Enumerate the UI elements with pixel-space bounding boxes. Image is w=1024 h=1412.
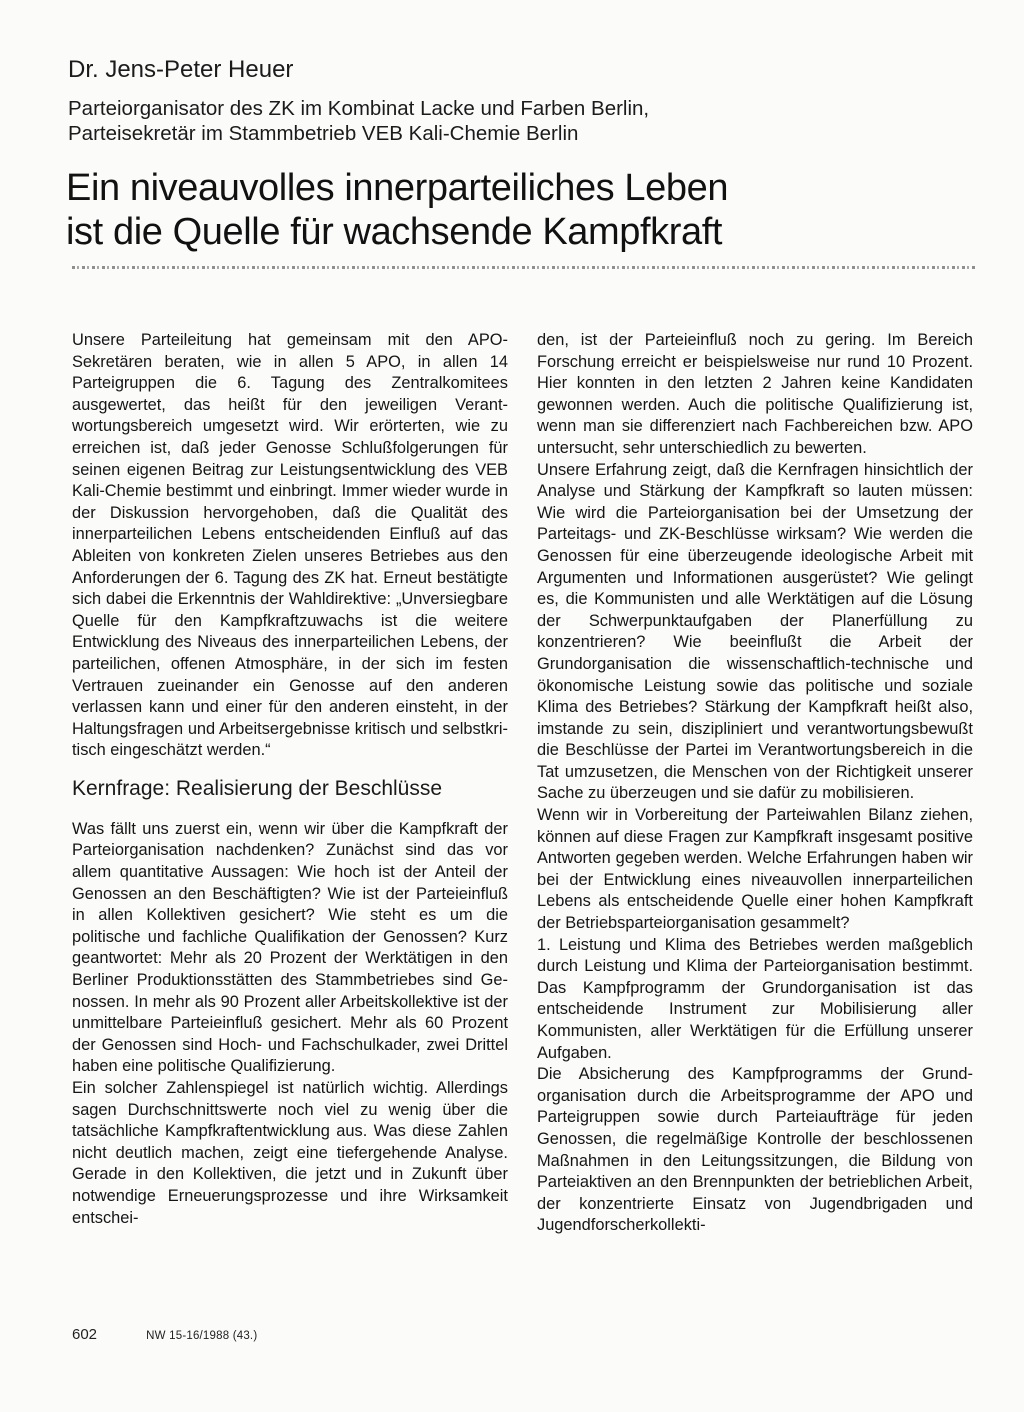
left-paragraph-3: Ein solcher Zahlenspiegel ist natürlich wichtig. Allerdings sagen Durchschnittswerte noch viel zu wenig über die tatsächliche Kampfkraftentwicklung aus. Was diese Zahlen nicht deutlich machen, zeigt eine tiefergehende Analyse. Gerade in den Kollektiven, die jetzt und in Zukunft über notwendige Erneuerungsprozesse und ihre Wirksamkeit entschei-: [72, 1079, 508, 1227]
page-footer: [72, 1326, 257, 1343]
right-column: [537, 330, 973, 1237]
right-paragraph-4: 1. Leistung und Klima des Betriebes werden maßgeblich durch Leistung und Klima der Parteiorganisation bestimmt. Das Kampfprogramm der Grundorganisation ist das entscheidende Instrument zur Mobilisierung aller Kommunisten, aller Werktätigen für die Erfüllung unserer Aufgaben.: [537, 935, 973, 1062]
right-paragraph-2: Unsere Erfahrung zeigt, daß die Kernfragen hinsichtlich der Analyse und Stärkung der Kampfkraft so lauten müssen: Wie wird die Parteiorganisation bei der Umsetzung der Parteitags- und ZK-Beschlüsse wirksam? Wie werden die Genossen für eine überzeugende ideologische Arbeit mit Argumenten und Informationen ausgerüstet? Wie gelingt es, die Kommunisten und alle Werktätigen auf die Lösung der Schwerpunktaufgaben der Planerfüllung zu konzentrieren? Wie beeinflußt die Arbeit der Grundorganisation die wissenschaftlich-technische und ökonomische Leistung sowie das politische und soziale Klima des Betriebes? Stärkung der Kampfkraft heißt also, imstande zu sein, diszipliniert und verantwortungsbewußt die Beschlüsse der Partei im Verantwortungsbereich in die Tat umzusetzen, die Menschen von der Richtigkeit unserer Sache zu überzeugen und sie dafür zu mobilisieren.: [537, 460, 973, 803]
right-paragraph-3: Wenn wir in Vorbereitung der Parteiwahlen Bilanz ziehen, können auf diese Fragen zur Kampfkraft insgesamt positive Antworten gegeben werden. Welche Erfahrungen haben wir bei der Entwicklung eines niveauvollen innerparteilichen Lebens als entscheidende Quelle einer hohen Kampfkraft der Betriebsparteiorganisation gesammelt?: [537, 806, 973, 933]
author-affiliation: [68, 96, 968, 146]
affiliation-line-2: Parteisekretär im Stammbetrieb VEB Kali-Chemie Berlin: [68, 122, 579, 145]
left-paragraph-1: Unsere Parteileitung hat gemeinsam mit den APO-Sekretären beraten, wie in allen 5 APO, in allen 14 Parteigruppen die 6. Tagung des Zentralkomitees ausgewertet, das heißt für den jeweiligen Verantwortungsbereich umgesetzt wird. Wir erörterten, wie zu erreichen ist, daß jeder Genosse Schlußfolgerungen für seinen eigenen Beitrag zur Leistungsentwicklung des VEB Kali-Chemie bestimmt und einbringt. Immer wieder wurde in der Diskussion hervorgehoben, daß die Qualität des innerparteilichen Lebens entscheidenden Einfluß auf das Ableiten von konkreten Zielen unseres Betriebes aus den Anforderungen der 6. Tagung des ZK hat. Erneut bestätigte sich dabei die Erkenntnis der Wahldirektive: „Unversiegbare Quelle für den Kampfkraftzuwachs ist die weitere Entwicklung des Niveaus des innerparteilichen Lebens, der parteilichen, offenen Atmosphäre, in der sich im festen Vertrauen zueinander ein Genosse auf den anderen verlassen kann und einer für den anderen einsteht, in der Haltungsfragen und Arbeitsergebnisse kritisch und selbstkritisch eingeschätzt werden.“: [72, 331, 508, 760]
author-name: Dr. Jens-Peter Heuer: [68, 56, 294, 83]
right-paragraph-5: Die Absicherung des Kampfprogramms der Grundorganisation durch die Arbeitsprogramme der APO und Parteigruppen sowie durch Parteiaufträge für jeden Genossen, die regelmäßige Kontrolle der beschlossenen Maßnahmen in den Leitungssitzungen, die Bildung von Parteiaktiven an den Brennpunkten der betrieblichen Arbeit, der konzentrierte Einsatz von Jugendbrigaden und Jugendforscherkollekti-: [537, 1065, 973, 1235]
affiliation-line-1: Parteiorganisator des ZK im Kombinat Lacke und Farben Berlin,: [68, 97, 650, 120]
left-column: [72, 330, 508, 1229]
title-rule-divider: [72, 266, 976, 269]
section-subheading: Kernfrage: Realisierung der Beschlüsse: [72, 776, 443, 800]
title-line-2: ist die Quelle für wachsende Kampfkraft: [66, 211, 723, 253]
right-paragraph-1: den, ist der Parteieinfluß noch zu gering. Im Bereich Forschung erreicht er beispielsweise nur rund 10 Prozent. Hier konnten in den letzten 2 Jahren keine Kandidaten gewonnen werden. Auch die politische Qualifizierung ist, wenn man sie differenziert nach Fachbereichen bzw. APO untersucht, sehr unterschiedlich zu bewerten.: [537, 331, 973, 457]
page-number: 602: [72, 1326, 98, 1343]
left-paragraph-2: Was fällt uns zuerst ein, wenn wir über die Kampfkraft der Parteiorganisation nachdenken? Zunächst sind das vor allem quantitative Aussagen: Wie hoch ist der Anteil der Genossen an den Beschäftigten? Wie ist der Parteieinfluß in allen Kollektiven gesichert? Wie steht es um die politische und fachliche Qualifikation der Genossen? Kurz geantwortet: Mehr als 20 Prozent der Werktätigen in den Berliner Produktionsstätten des Stammbetriebes sind Genossen. In mehr als 90 Prozent aller Arbeitskollektive ist der unmittelbare Parteieinfluß gesichert. Mehr als 60 Prozent der Genossen sind Hoch- und Fachschulkader, zwei Drittel haben eine politische Qualifizierung.: [72, 819, 508, 1076]
issue-reference: NW 15-16/1988 (43.): [146, 1330, 258, 1342]
title-line-1: Ein niveauvolles innerparteiliches Leben: [66, 167, 729, 209]
article-title: [66, 166, 986, 254]
